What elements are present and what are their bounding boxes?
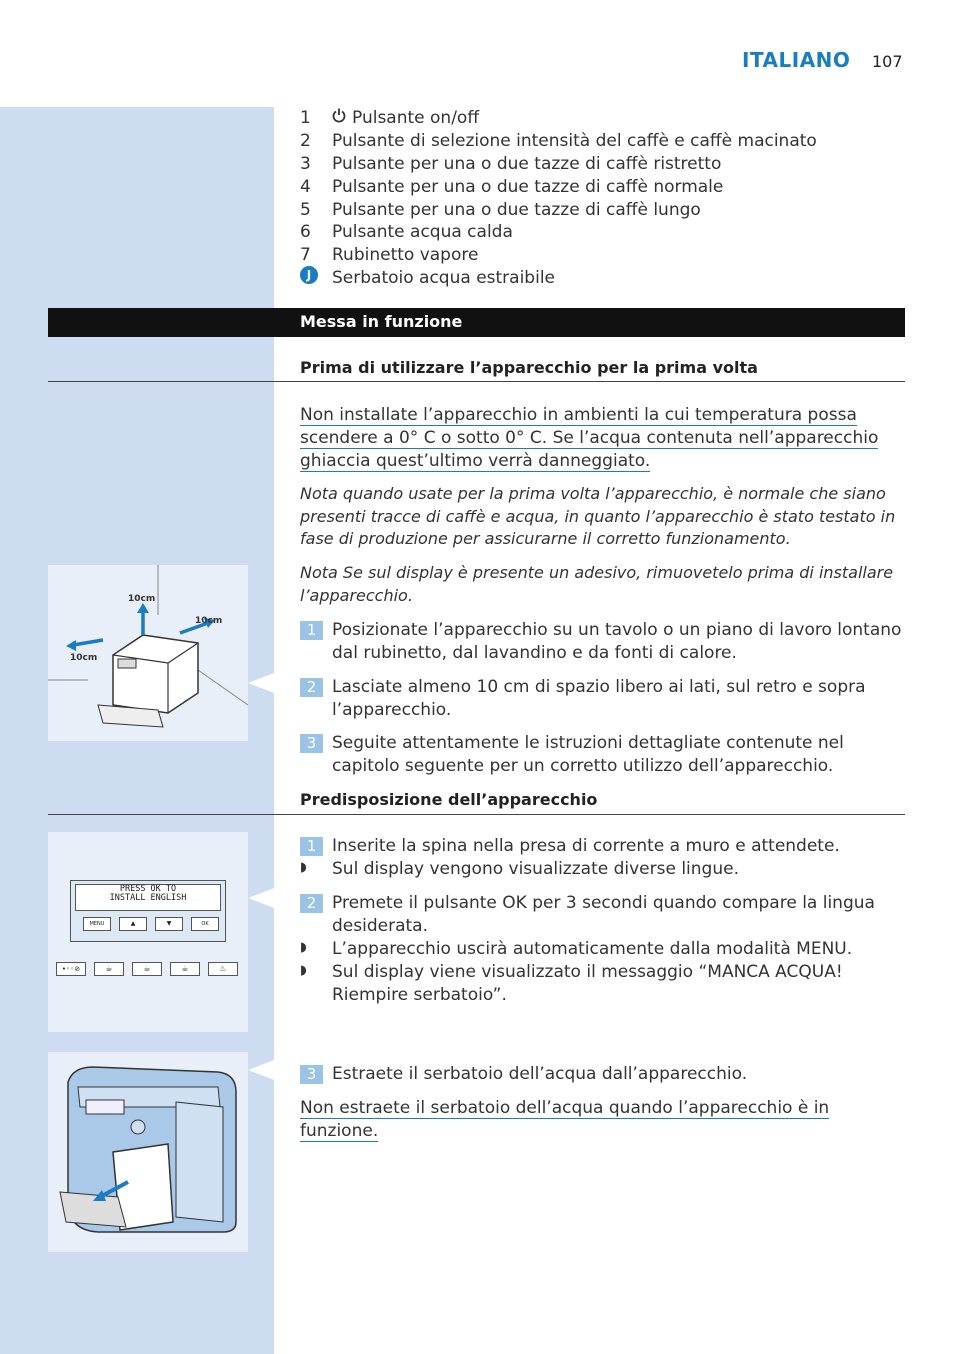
language-header: ITALIANO xyxy=(742,48,851,72)
step-text: Estraete il serbatoio dell’acqua dall’apparecchio. xyxy=(332,1064,748,1084)
bullet-icon: ◗ xyxy=(300,860,307,875)
hot-water-button[interactable]: ♨ xyxy=(208,962,238,976)
normal-coffee-button[interactable]: ☕ xyxy=(132,962,162,976)
display-button-row xyxy=(83,917,219,931)
list-item-number: 1 xyxy=(300,108,311,128)
warning-line: scendere a 0° C o sotto 0° C. Se l’acqua contenuta nell’apparecchio xyxy=(300,428,879,448)
subheading-setup: Predisposizione dell’apparecchio xyxy=(300,790,598,809)
note-first-use: Nota quando usate per la prima volta l’apparecchio, è normale che siano presenti tracce di caffè e acqua, in quanto l’apparecchio è stato testato in fase di produzione per assicurarne il corretto funzionamento. xyxy=(300,484,896,548)
warning-text xyxy=(300,404,880,473)
step-text: Premete il pulsante OK per 3 secondi quando compare la lingua desiderata. xyxy=(332,893,875,936)
ristretto-button[interactable]: ☕ xyxy=(94,962,124,976)
bullet-icon: ◗ xyxy=(300,963,307,978)
step-number: 3 xyxy=(300,1065,323,1084)
clearance-label-left: 10cm xyxy=(70,653,98,663)
display-line: INSTALL ENGLISH xyxy=(109,893,187,903)
list-item: Pulsante acqua calda xyxy=(332,222,513,242)
list-item-number: 7 xyxy=(300,245,311,265)
step-number: 2 xyxy=(300,894,323,913)
figure-clearance xyxy=(48,565,248,741)
warning-line: ghiaccia quest’ultimo verrà danneggiato. xyxy=(300,451,651,471)
list-item-number: 2 xyxy=(300,131,311,151)
step-text: Seguite attentamente le istruzioni dettagliate contenute nel capitolo seguente per un corretto utilizzo dell’apparecchio. xyxy=(332,733,844,776)
list-item: Serbatoio acqua estraibile xyxy=(332,268,556,288)
coffee-button-row xyxy=(56,962,238,976)
control-panel xyxy=(70,880,226,942)
step-number: 1 xyxy=(300,837,323,856)
down-button[interactable]: ▼ xyxy=(155,917,183,931)
step-text: Lasciate almeno 10 cm di spazio libero ai lati, sul retro e sopra l’apparecchio. xyxy=(332,677,866,720)
bullet-text: L’apparecchio uscirà automaticamente dalla modalità MENU. xyxy=(332,939,853,959)
list-item: Pulsante per una o due tazze di caffè normale xyxy=(332,177,724,197)
menu-button[interactable]: MENU xyxy=(83,917,111,931)
list-item: Pulsante per una o due tazze di caffè lungo xyxy=(332,200,701,220)
machine-clearance-illustration xyxy=(48,565,248,741)
up-button[interactable]: ▲ xyxy=(119,917,147,931)
divider xyxy=(48,381,905,382)
section-title: Messa in funzione xyxy=(300,312,463,331)
warning-line: Non estraete il serbatoio dell’acqua quando l’apparecchio è in funzione. xyxy=(300,1098,830,1141)
display-screen xyxy=(75,884,221,911)
j-label-icon: J xyxy=(300,266,318,284)
list-item-number: 3 xyxy=(300,154,311,174)
bullet-text: Sul display viene visualizzato il messaggio “MANCA ACQUA! Riempire serbatoio”. xyxy=(332,962,843,1005)
step-text: Posizionate l’apparecchio su un tavolo o un piano di lavoro lontano dal rubinetto, dal lavandino e da fonti di calore. xyxy=(332,620,902,663)
ok-button[interactable]: OK xyxy=(191,917,219,931)
list-item-number: 6 xyxy=(300,222,311,242)
callout-notch xyxy=(248,1060,274,1080)
subheading-first-use: Prima di utilizzare l’apparecchio per la prima volta xyxy=(300,358,758,377)
list-item-number: 4 xyxy=(300,177,311,197)
step-number: 2 xyxy=(300,678,323,697)
note-sticker: Nota Se sul display è presente un adesivo, rimuovetelo prima di installare l’apparecchio. xyxy=(300,563,894,605)
list-item-number: 5 xyxy=(300,200,311,220)
lungo-button[interactable]: ☕ xyxy=(170,962,200,976)
display-line: PRESS OK TO xyxy=(119,884,177,894)
strength-button[interactable]: •◦◦⊘ xyxy=(56,962,86,976)
list-item-label: Pulsante on/off xyxy=(352,108,480,128)
clearance-label-top: 10cm xyxy=(128,594,156,604)
callout-notch xyxy=(248,673,274,693)
machine-tank-illustration xyxy=(48,1052,248,1252)
page-number: 107 xyxy=(872,52,903,71)
step-number: 1 xyxy=(300,621,323,640)
step-text: Inserite la spina nella presa di corrente a muro e attendete. xyxy=(332,836,840,856)
list-item xyxy=(332,107,479,130)
warning-line: Non installate l’apparecchio in ambienti la cui temperatura possa xyxy=(300,405,857,425)
list-item: Pulsante per una o due tazze di caffè ristretto xyxy=(332,154,722,174)
step-number: 3 xyxy=(300,734,323,753)
power-icon xyxy=(332,107,346,130)
section-title-bar xyxy=(48,308,905,337)
divider xyxy=(48,814,905,815)
bullet-text: Sul display vengono visualizzate diverse lingue. xyxy=(332,859,739,879)
figure-display xyxy=(48,832,248,1032)
figure-water-tank xyxy=(48,1052,248,1252)
list-item: Rubinetto vapore xyxy=(332,245,479,265)
list-item: Pulsante di selezione intensità del caffè e caffè macinato xyxy=(332,131,817,151)
callout-notch xyxy=(248,888,274,908)
clearance-label-right: 10cm xyxy=(195,616,223,626)
bullet-icon: ◗ xyxy=(300,940,307,955)
warning-tank xyxy=(300,1097,910,1143)
